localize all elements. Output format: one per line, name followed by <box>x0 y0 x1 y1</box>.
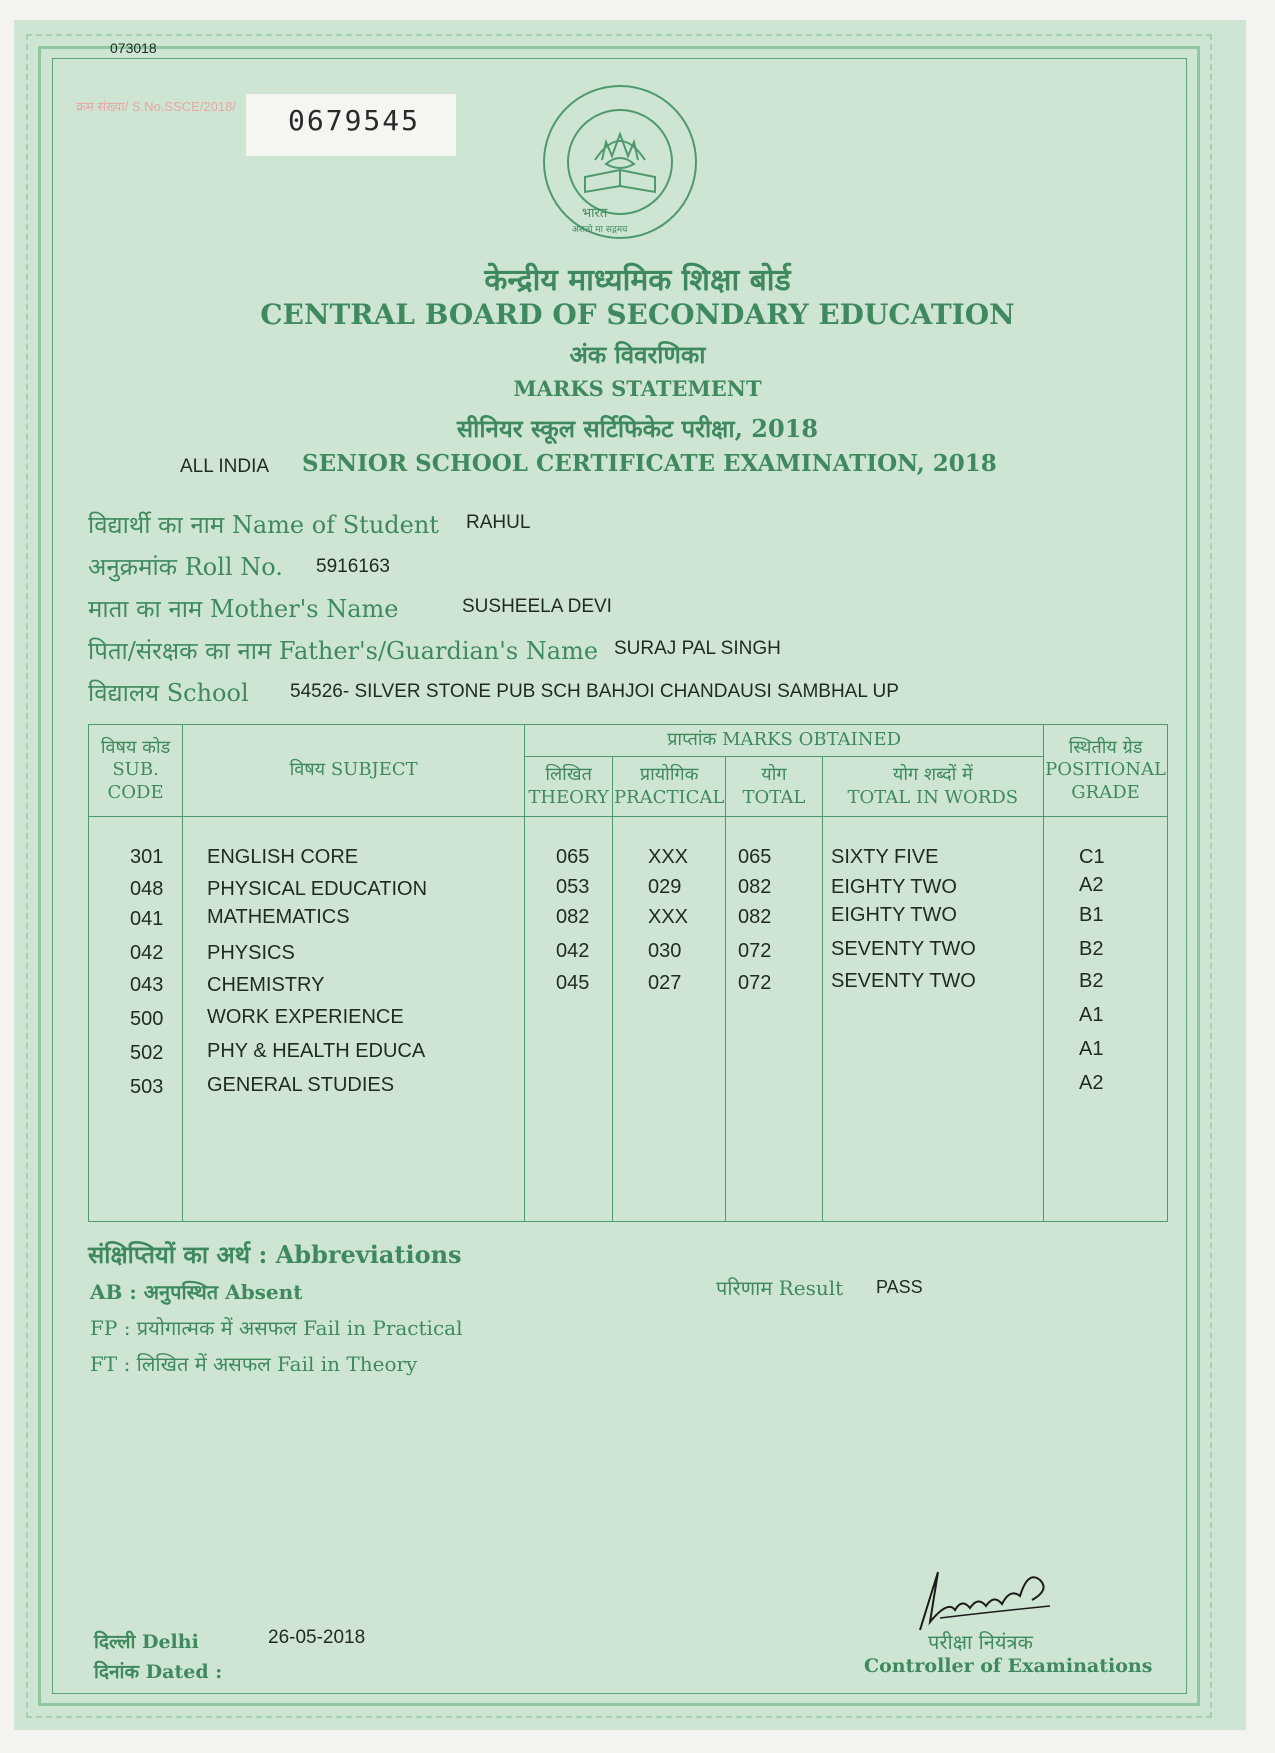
row-total-words: SIXTY FIVE <box>831 846 939 868</box>
roll-no: 5916163 <box>316 556 390 577</box>
row-subject: ENGLISH CORE <box>207 846 359 868</box>
row-code: 041 <box>130 908 164 930</box>
statement-title: MARKS STATEMENT <box>513 376 762 401</box>
student-name-label: विद्यार्थी का नाम Name of Student <box>88 511 439 539</box>
father-name-label: पिता/संरक्षक का नाम Father's/Guardian's Name <box>88 637 599 665</box>
row-total-words: EIGHTY TWO <box>831 876 957 898</box>
header-practical: प्रायोगिक PRACTICAL <box>613 757 726 817</box>
emblem-bharat: भारत <box>582 206 608 221</box>
emblem-motto: असतो मा सद्गमय <box>572 225 628 235</box>
row-code: 048 <box>130 878 164 900</box>
row-total: 082 <box>738 906 772 928</box>
header-total: योग TOTAL <box>726 757 822 817</box>
abbreviations-title: संक्षिप्तियों का अर्थ : Abbreviations <box>88 1240 462 1269</box>
exam-title: SENIOR SCHOOL CERTIFICATE EXAMINATION, 2018 <box>302 450 997 477</box>
row-practical: XXX <box>648 906 689 928</box>
row-subject: MATHEMATICS <box>207 906 350 928</box>
row-practical: 027 <box>648 972 682 994</box>
row-total: 082 <box>738 876 772 898</box>
statement-title-hindi: अंक विवरणिका <box>569 340 706 369</box>
corner-code: 073018 <box>110 40 157 56</box>
row-total: 072 <box>738 940 772 962</box>
cbse-emblem <box>540 82 700 242</box>
father-name: SURAJ PAL SINGH <box>614 638 781 659</box>
row-code: 503 <box>130 1076 164 1098</box>
row-grade: B1 <box>1079 904 1104 926</box>
header-grade: स्थितीय ग्रेड POSITIONAL GRADE <box>1044 725 1168 817</box>
board-title: CENTRAL BOARD OF SECONDARY EDUCATION <box>260 298 1015 331</box>
student-name: RAHUL <box>466 512 531 533</box>
row-practical: XXX <box>648 846 689 868</box>
school-name: 54526- SILVER STONE PUB SCH BAHJOI CHANDAUSI SAMBHAL UP <box>290 681 899 702</box>
row-grade: B2 <box>1079 938 1104 960</box>
exam-title-hindi: सीनियर स्कूल सर्टिफिकेट परीक्षा, 2018 <box>456 414 819 443</box>
header-sub-code: विषय कोड SUB. CODE <box>89 725 183 817</box>
header-theory: लिखित THEORY <box>525 757 613 817</box>
school-label: विद्यालय School <box>88 679 249 707</box>
marks-table <box>88 724 1168 1222</box>
header-subject: विषय SUBJECT <box>183 725 525 817</box>
row-subject: PHY & HEALTH EDUCA <box>207 1040 426 1062</box>
row-grade: A2 <box>1079 1072 1104 1094</box>
issue-date: 26-05-2018 <box>268 1627 366 1648</box>
serial-number: 0679545 <box>288 104 421 137</box>
row-grade: A2 <box>1079 874 1104 896</box>
serial-label: क्रम संख्या/ S.No.SSCE/2018/ <box>76 99 236 114</box>
row-subject: GENERAL STUDIES <box>207 1074 395 1096</box>
row-theory: 065 <box>556 846 590 868</box>
row-code: 500 <box>130 1008 164 1030</box>
row-theory: 053 <box>556 876 590 898</box>
row-code: 043 <box>130 974 164 996</box>
row-theory: 042 <box>556 940 590 962</box>
abbrev-fail-theory: FT : लिखित में असफल Fail in Theory <box>90 1352 418 1376</box>
controller-title-hindi: परीक्षा नियंत्रक <box>928 1630 1033 1654</box>
row-total-words: SEVENTY TWO <box>831 970 976 992</box>
abbrev-absent: AB : अनुपस्थित Absent <box>90 1280 303 1304</box>
row-subject: CHEMISTRY <box>207 974 325 996</box>
row-grade: A1 <box>1079 1038 1104 1060</box>
row-practical: 030 <box>648 940 682 962</box>
row-total-words: EIGHTY TWO <box>831 904 957 926</box>
row-subject: PHYSICAL EDUCATION <box>207 878 428 900</box>
mother-name-label: माता का नाम Mother's Name <box>88 595 399 623</box>
row-code: 502 <box>130 1042 164 1064</box>
row-theory: 045 <box>556 972 590 994</box>
row-grade: C1 <box>1079 846 1105 868</box>
row-total-words: SEVENTY TWO <box>831 938 976 960</box>
row-practical: 029 <box>648 876 682 898</box>
row-subject: PHYSICS <box>207 942 295 964</box>
row-grade: B2 <box>1079 970 1104 992</box>
header-marks-obtained: प्राप्तांक MARKS OBTAINED <box>525 725 1044 757</box>
abbrev-fail-practical: FP : प्रयोगात्मक में असफल Fail in Practical <box>90 1316 463 1340</box>
row-total: 065 <box>738 846 772 868</box>
row-code: 042 <box>130 942 164 964</box>
row-total: 072 <box>738 972 772 994</box>
row-subject: WORK EXPERIENCE <box>207 1006 404 1028</box>
mother-name: SUSHEELA DEVI <box>462 596 612 617</box>
row-theory: 082 <box>556 906 590 928</box>
row-grade: A1 <box>1079 1004 1104 1026</box>
place-label: दिल्ली Delhi <box>94 1631 199 1653</box>
exam-scope: ALL INDIA <box>180 456 270 477</box>
board-title-hindi: केन्द्रीय माध्यमिक शिक्षा बोर्ड <box>484 263 791 298</box>
result-label: परिणाम Result <box>716 1276 844 1300</box>
row-code: 301 <box>130 846 164 868</box>
controller-title: Controller of Examinations <box>864 1655 1153 1677</box>
result-value: PASS <box>876 1277 923 1297</box>
header-total-words: योग शब्दों में TOTAL IN WORDS <box>822 757 1044 817</box>
dated-label: दिनांक Dated : <box>94 1661 223 1683</box>
roll-no-label: अनुक्रमांक Roll No. <box>88 553 283 581</box>
